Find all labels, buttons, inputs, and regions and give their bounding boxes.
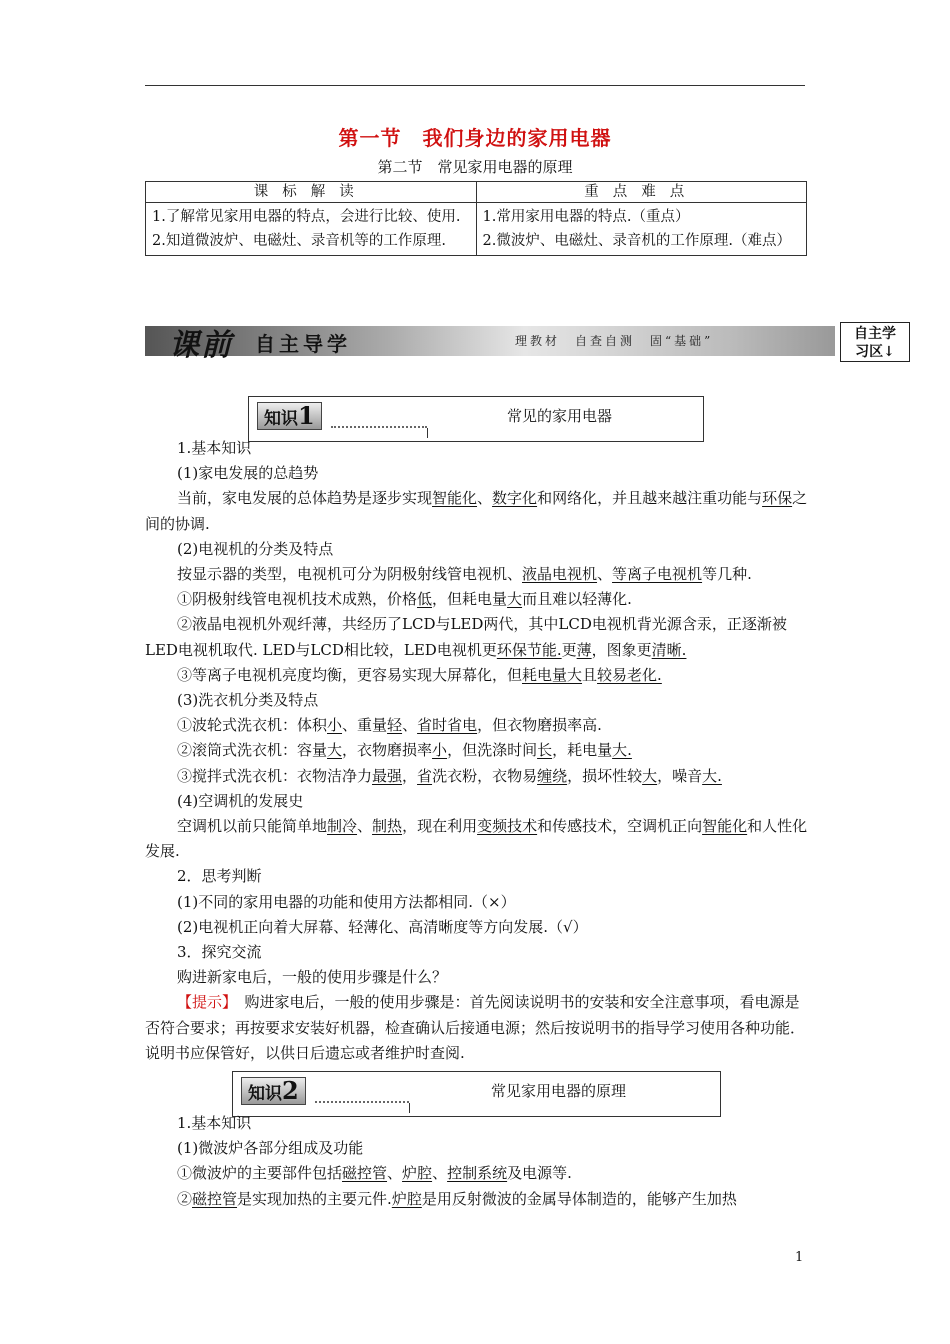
paragraph: ①阴极射线管电视机技术成熟，价格低，但耗电量大而且难以轻薄化. [177, 590, 632, 609]
subheading: (1)微波炉各部分组成及功能 [177, 1139, 364, 1158]
answer-blank: 清晰. [651, 640, 687, 659]
page-subtitle: 第二节 常见家用电器的原理 [377, 158, 573, 176]
knowledge-title: 常见的家用电器 [507, 407, 613, 425]
paragraph: 空调机以前只能简单地制冷、制热，现在利用变频技术和传感技术，空调机正向智能化和人性化发展. [145, 817, 808, 861]
self-study-tag-line: 习区↓ [855, 344, 895, 360]
answer-blank: 磁控管 [192, 1189, 238, 1208]
question: 购进新家电后，一般的使用步骤是什么？ [177, 968, 448, 987]
paragraph: ②磁控管是实现加热的主要元件.炉腔是用反射微波的金属导体制造的，能够产生加热 [177, 1189, 737, 1208]
answer-blank: 智能化 [432, 489, 478, 508]
key-point-line: 1.常用家用电器的特点.（重点） [482, 209, 690, 225]
paragraph: 当前，家电发展的总体趋势是逐步实现智能化、数字化和网络化，并且越来越注重功能与环保之间的协调. [145, 489, 808, 533]
answer-blank: 省时省电 [417, 716, 478, 735]
answer-blank: 环保节能. [496, 640, 562, 659]
subheading: (3)洗衣机分类及特点 [177, 691, 319, 710]
answer-blank: 轻 [387, 716, 403, 735]
answer-blank: 炉腔 [391, 1189, 422, 1208]
answer-blank: 大 [642, 766, 658, 785]
subheading: (1)家电发展的总趋势 [177, 464, 319, 483]
page-title: 第一节 我们身边的家用电器 [338, 126, 612, 150]
answer-blank: 大. [612, 741, 632, 760]
answer-blank: 液晶电视机 [522, 565, 598, 584]
banner-slogan: 理教材 自查自测 固“基础” [515, 334, 714, 348]
heading: 1.基本知识 [177, 1114, 252, 1132]
section-1-body [145, 436, 810, 1066]
banner-heading-big: 课前 [169, 328, 233, 363]
banner-background [145, 326, 835, 356]
subheading: (2)电视机的分类及特点 [177, 539, 334, 558]
key-point-line: 2.微波炉、电磁灶、录音机的工作原理.（难点） [482, 233, 791, 249]
answer-blank: 最强 [372, 766, 403, 785]
answer-blank: 低 [417, 590, 433, 609]
answer-blank: 制冷 [327, 817, 358, 836]
heading: 1.基本知识 [177, 439, 252, 457]
answer-blank: 大. [702, 766, 722, 785]
knowledge-label: 知识 [248, 1084, 282, 1104]
header-rule [145, 85, 805, 86]
answer-blank: 数字化 [492, 489, 538, 508]
knowledge-number: 2 [282, 1076, 299, 1105]
knowledge-badge [257, 402, 322, 430]
subheading: (4)空调机的发展史 [177, 791, 304, 810]
paragraph: 按显示器的类型，电视机可分为阴极射线管电视机、液晶电视机、等离子电视机等几种. [177, 565, 752, 584]
paragraph: ③搅拌式洗衣机：衣物洁净力最强，省洗衣粉，衣物易缠绕，损坏性较大，噪音大. [177, 766, 722, 785]
answer-blank: 大 [507, 590, 523, 609]
paragraph: ②液晶电视机外观纤薄，共经历了LCD与LED两代，其中LCD电视机背光源含汞，正逐渐被LED电视机取代. LED与LCD相比较，LED电视机更环保节能.更薄，图象更清晰. [145, 615, 787, 659]
answer-blank: 耗电量大 [522, 665, 583, 684]
judgement-item: (1)不同的家用电器的功能和使用方法都相同.（×） [177, 892, 516, 911]
objectives-table [145, 181, 807, 256]
self-study-tag-line: 自主学 [854, 326, 896, 342]
answer-blank: 省 [417, 766, 433, 785]
paragraph: ①波轮式洗衣机：体积小、重量轻、省时省电，但衣物磨损率高. [177, 716, 602, 735]
paragraph: ②滚筒式洗衣机：容量大，衣物磨损率小，但洗涤时间长，耗电量大. [177, 741, 632, 760]
answer-blank: 制热 [372, 817, 403, 836]
banner-heading: 自主导学 [255, 332, 351, 356]
paragraph: ③等离子电视机亮度均衡，更容易实现大屏幕化，但耗电量大且较易老化. [177, 665, 662, 684]
answer-blank: 变频技术 [477, 817, 538, 836]
section-2-body [145, 1111, 810, 1212]
answer-blank: 薄 [576, 640, 592, 659]
answer-blank: 环保 [762, 489, 793, 508]
knowledge-number: 1 [298, 401, 315, 430]
heading: 2．思考判断 [177, 867, 262, 886]
knowledge-title: 常见家用电器的原理 [491, 1082, 627, 1100]
answer-blank: 较易老化. [597, 665, 662, 684]
paragraph: ①微波炉的主要部件包括磁控管、炉腔、控制系统及电源等. [177, 1164, 572, 1183]
answer-blank: 智能化 [702, 817, 748, 836]
answer-blank: 缠绕 [537, 766, 568, 785]
judgement-item: (2)电视机正向着大屏幕、轻薄化、高清晰度等方向发展.（√） [177, 917, 588, 936]
objectives-header-2: 重点难点 [476, 182, 807, 203]
answer-blank: 等离子电视机 [612, 565, 703, 584]
knowledge-badge [241, 1077, 306, 1105]
answer-blank: 大 [327, 741, 343, 760]
knowledge-label: 知识 [264, 409, 298, 429]
answer-blank: 小 [327, 716, 343, 735]
heading: 3．探究交流 [177, 943, 262, 962]
answer-blank: 小 [432, 741, 448, 760]
section-banner [145, 320, 835, 363]
objectives-cell-1 [146, 203, 477, 256]
hint-label: 【提示】 [177, 993, 230, 1012]
hint-paragraph: 【提示】 购进家电后，一般的使用步骤是：首先阅读说明书的安装和安全注意事项，看电源是否符合要求；再按要求安装好机器，检查确认后接通电源；然后按说明书的指导学习使用各种功能．说明书应保管好，以供日后遗忘或者维护时查阅. [145, 993, 806, 1062]
answer-blank: 长 [537, 741, 553, 760]
answer-blank: 炉腔 [402, 1164, 433, 1183]
page-number: 1 [795, 1250, 804, 1265]
dotted-rule [331, 426, 427, 428]
objective-line: 2.知道微波炉、电磁灶、录音机等的工作原理. [152, 233, 446, 249]
dotted-rule [315, 1101, 409, 1103]
self-study-tag [840, 322, 910, 362]
objective-line: 1.了解常见家用电器的特点，会进行比较、使用. [152, 209, 461, 225]
answer-blank: 控制系统 [447, 1164, 508, 1183]
objectives-header-1: 课标解读 [146, 182, 477, 203]
objectives-cell-2 [476, 203, 807, 256]
answer-blank: 磁控管 [342, 1164, 388, 1183]
